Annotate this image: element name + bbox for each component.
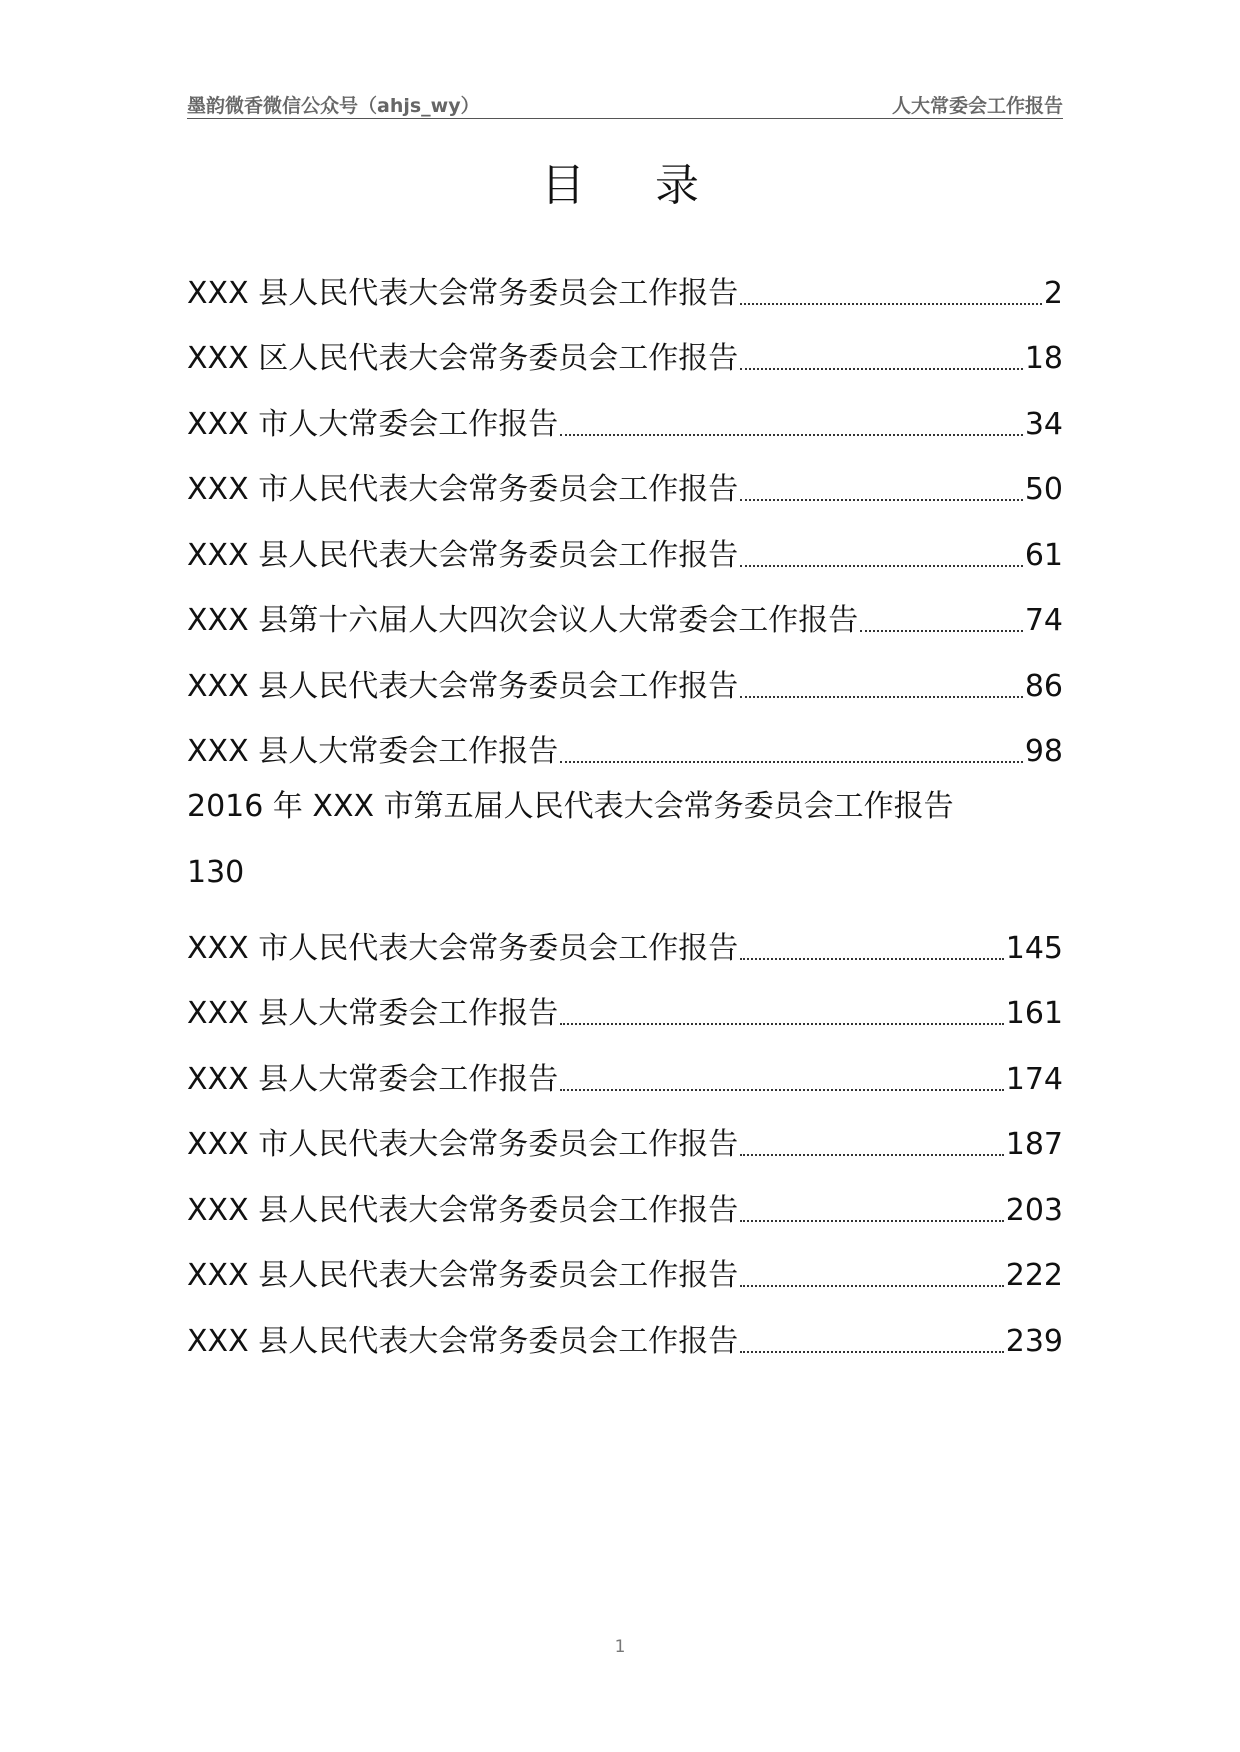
toc-entry[interactable] [187,510,1063,576]
toc-entry[interactable] [187,314,1063,380]
toc-leader-dots [560,434,1023,436]
toc-entry-title: XXX 县人民代表大会常务委员会工作报告 [187,537,739,573]
page-header [187,88,1063,119]
toc-entry-page: 222 [1005,1258,1063,1293]
toc-leader-dots [740,499,1023,501]
toc-leader-dots [740,1220,1004,1222]
toc-entry-page: 161 [1005,996,1063,1031]
toc-leader-dots [740,1154,1004,1156]
toc-entry-title: XXX 市人民代表大会常务委员会工作报告 [187,1127,739,1162]
toc-leader-dots [860,630,1023,632]
toc-entry[interactable] [187,1296,1063,1362]
toc-entry-page: 145 [1005,930,1063,966]
toc-title: 目录 [541,160,769,211]
toc-leader-dots [740,1351,1004,1353]
toc-leader-dots [560,1089,1004,1091]
toc-entry-title: 2016 年 XXX 市第五届人民代表大会常务委员会工作报告 [187,789,954,824]
toc-entry-title: XXX 区人民代表大会常务委员会工作报告 [187,341,739,376]
toc-leader-dots [740,958,1004,960]
toc-entry-title: XXX 市人民代表大会常务委员会工作报告 [187,472,739,507]
table-of-contents [187,248,1063,1362]
toc-entry[interactable] [187,969,1063,1035]
toc-entry-page: 98 [1024,734,1063,769]
toc-entry[interactable] [187,248,1063,314]
toc-entry-page: 174 [1005,1061,1063,1097]
toc-entry[interactable] [187,1231,1063,1297]
toc-entry-page: 34 [1024,406,1063,442]
toc-entry-title: XXX 市人大常委会工作报告 [187,406,559,442]
toc-leader-dots [560,761,1023,763]
toc-entry-page: 61 [1024,537,1063,573]
toc-entry[interactable] [187,445,1063,511]
toc-leader-dots [740,696,1023,698]
toc-entry-title: XXX 县人大常委会工作报告 [187,996,559,1031]
toc-entry-title: XXX 县人民代表大会常务委员会工作报告 [187,1323,739,1359]
toc-entry-page: 2 [1043,275,1063,311]
toc-entry[interactable] [187,1034,1063,1100]
toc-entry[interactable] [187,641,1063,707]
toc-entry-page: 50 [1024,472,1063,507]
toc-entry-page: 187 [1005,1127,1063,1162]
toc-entry-title: XXX 县第十六届人大四次会议人大常委会工作报告 [187,603,859,638]
toc-leader-dots [740,1285,1004,1287]
toc-entry[interactable] [187,576,1063,642]
toc-leader-dots [740,368,1023,370]
toc-entry-page: 130 [187,854,245,890]
toc-entry-title: XXX 市人民代表大会常务委员会工作报告 [187,930,739,966]
toc-entry-title: XXX 县人民代表大会常务委员会工作报告 [187,1192,739,1228]
toc-entry[interactable] [187,903,1063,969]
toc-entry[interactable] [187,1165,1063,1231]
toc-entry-page: 74 [1024,603,1063,638]
toc-entry-title: XXX 县人大常委会工作报告 [187,1061,559,1097]
toc-entry-title: XXX 县人民代表大会常务委员会工作报告 [187,1258,739,1293]
page-number: 1 [614,1637,626,1657]
toc-entry-title: XXX 县人大常委会工作报告 [187,734,559,769]
toc-entry[interactable] [187,707,1063,773]
toc-entry-page: 18 [1024,341,1063,376]
toc-entry[interactable] [187,1100,1063,1166]
toc-entry-page: 203 [1005,1192,1063,1228]
toc-entry-title: XXX 县人民代表大会常务委员会工作报告 [187,668,739,704]
header-source: 墨韵微香微信公众号（ahjs_wy） [187,95,480,117]
toc-entry-page: 239 [1005,1323,1063,1359]
header-doc-title: 人大常委会工作报告 [891,95,1063,117]
toc-leader-dots [560,1023,1004,1025]
toc-leader-dots [740,565,1023,567]
toc-entry-page: 86 [1024,668,1063,704]
toc-leader-dots [740,303,1042,305]
toc-entry[interactable] [187,772,1063,903]
toc-entry[interactable] [187,379,1063,445]
toc-entry-title: XXX 县人民代表大会常务委员会工作报告 [187,275,739,311]
